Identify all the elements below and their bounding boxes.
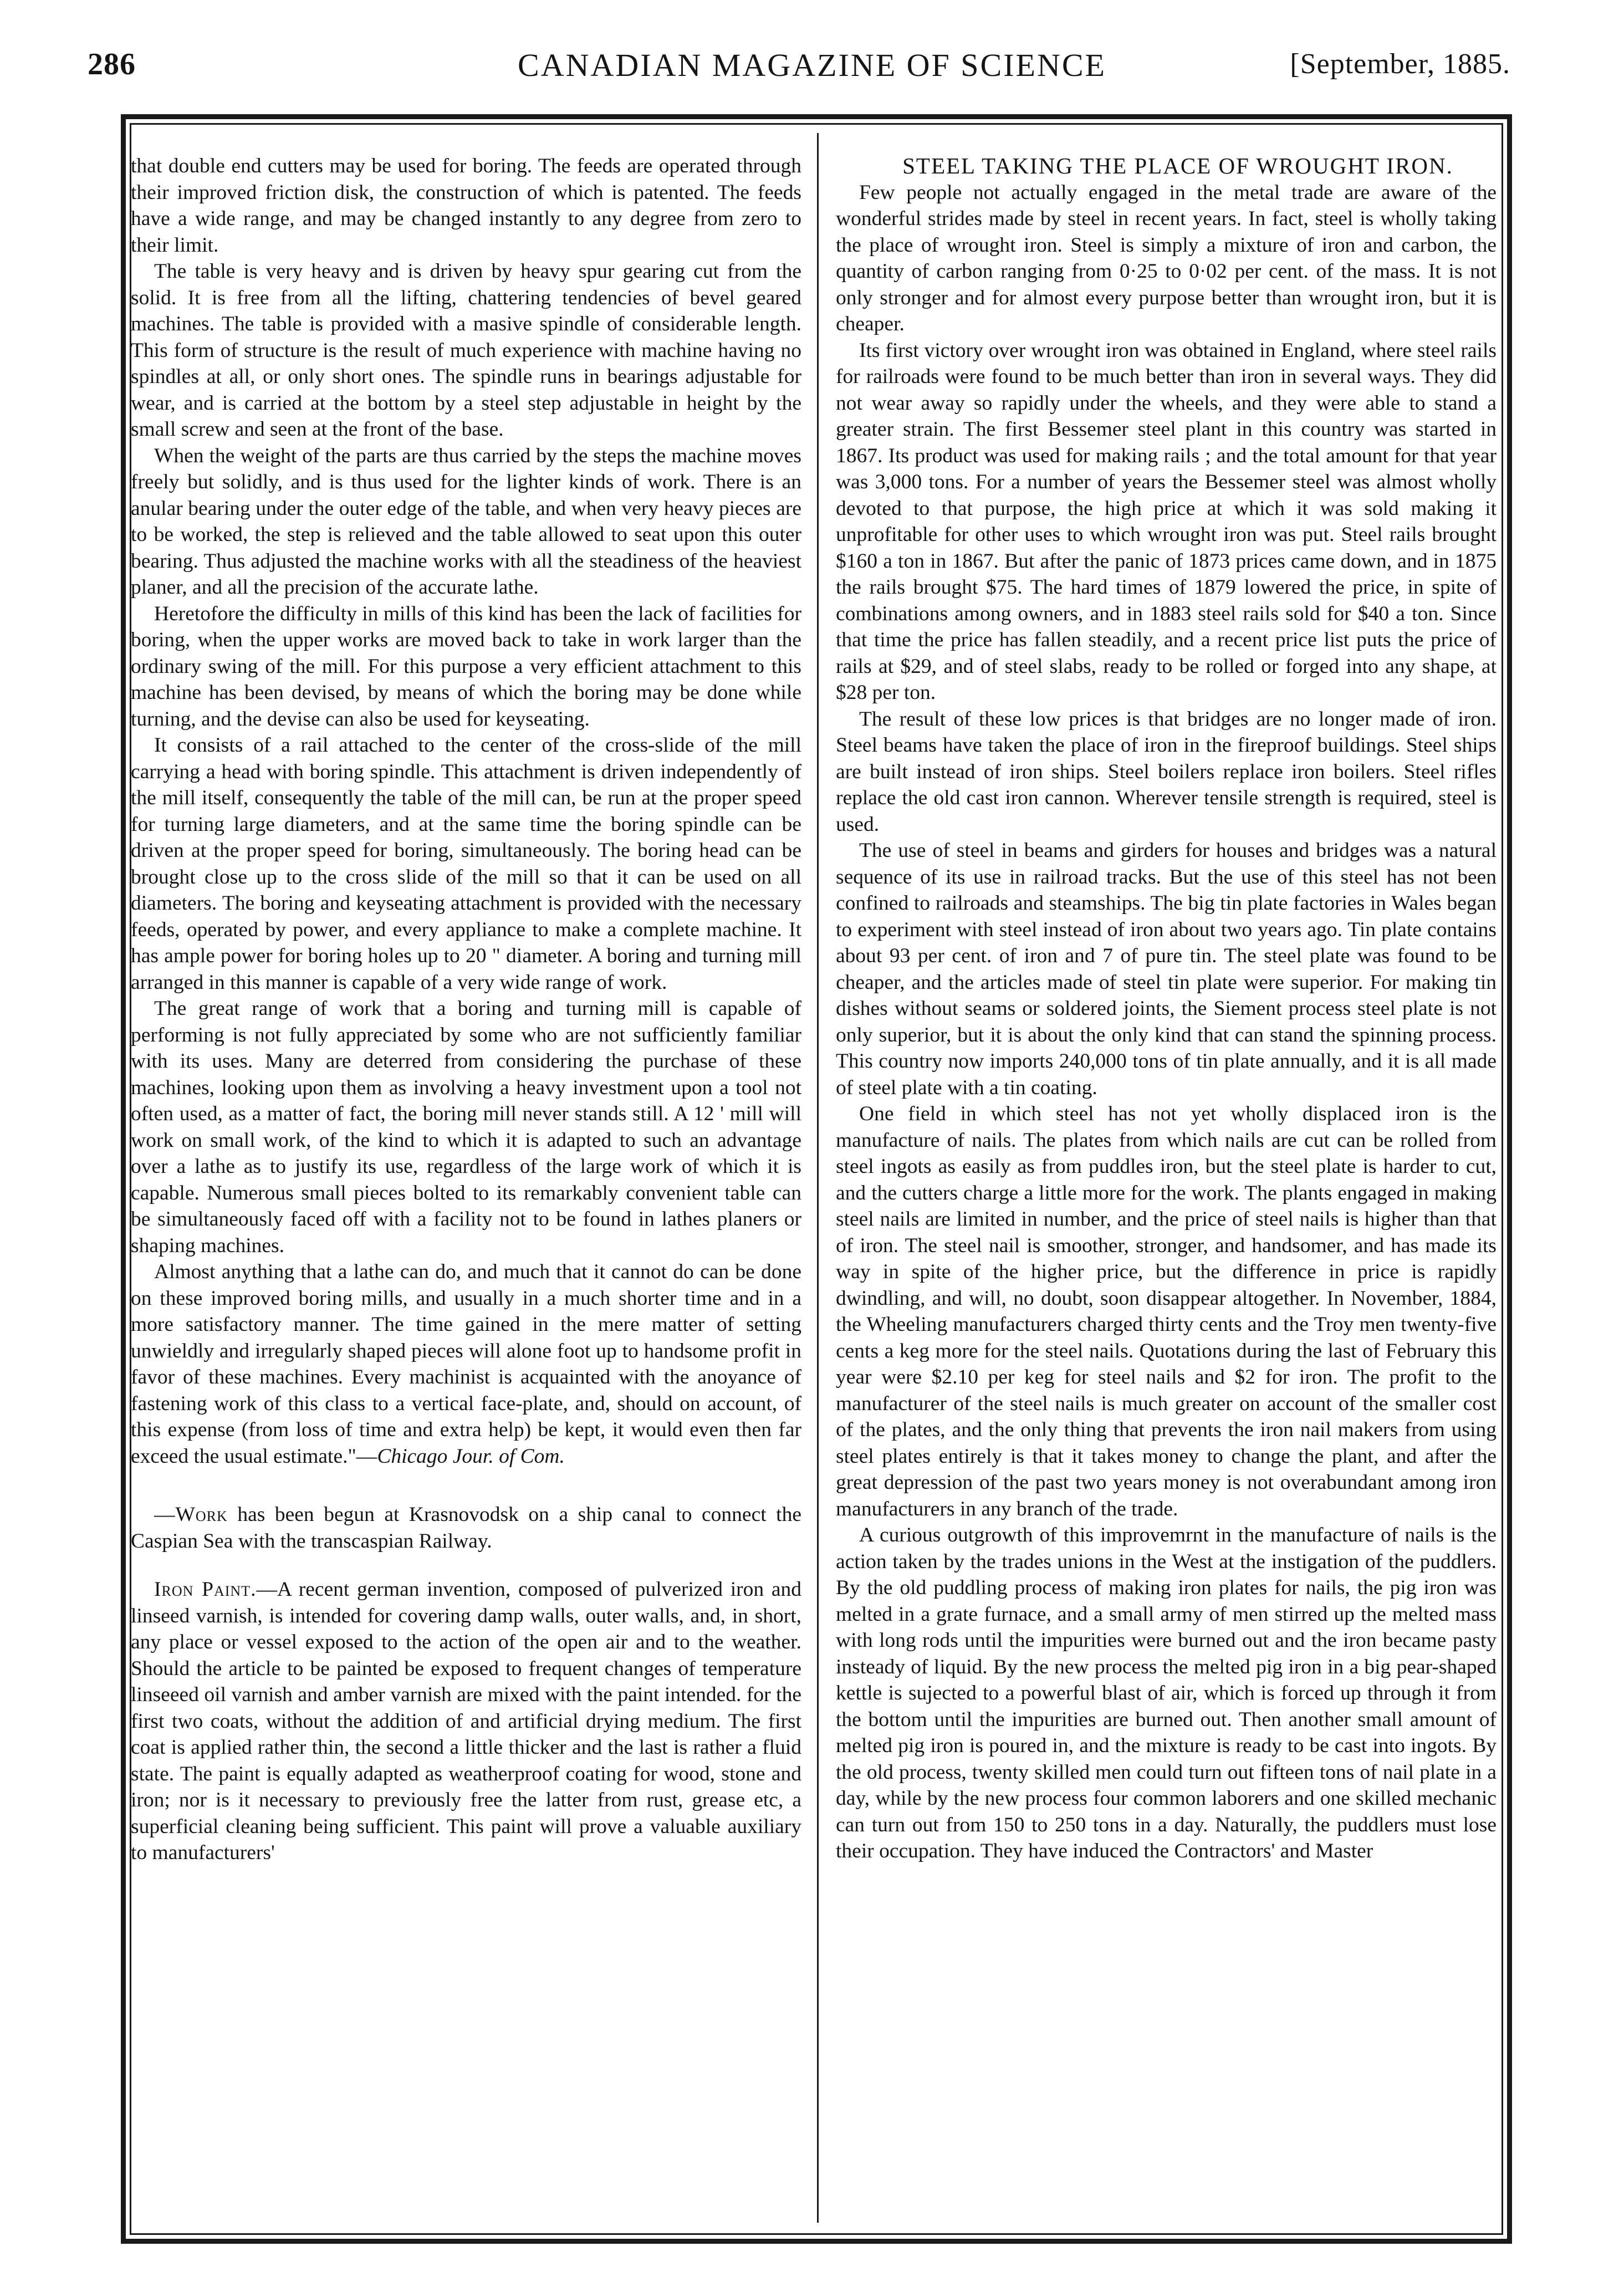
paragraph: The use of steel in beams and girders for houses and bridges was a natural sequence of its use in railroad tracks. But the use of this steel has not been confined to railroads and steamships. The big tin plate factories in Wales began to experiment with steel instead of iron about two years ago. Tin plate contains about 93 per cent. of iron and 7 of pure tin. The steel plate was found to be cheaper, and the articles made of steel tin plate were superior. For making tin dishes without seams or soldered joints, the Siement process steel plate is not only superior, but it is about the only kind that can stand the spinning process. This country now imports 240,000 tons of tin plate annually, and it is all made of steel plate with a tin coating.: [836, 839, 1497, 1099]
note-lead: —Work: [154, 1503, 228, 1526]
left-column: [131, 153, 801, 1866]
right-column: [836, 153, 1497, 1865]
paragraph: that double end cutters may be used for boring. The feeds are operated through their improved friction disk, the construction of which is patented. The feeds have a wide range, and may be changed instantly to any degree from zero to their limit.: [131, 155, 801, 257]
journal-title: CANADIAN MAGAZINE OF SCIENCE: [518, 47, 1106, 83]
paragraph: The table is very heavy and is driven by heavy spur gearing cut from the solid. It is free from all the lifting, chattering tendencies of bevel geared machines. The table is provided with a masive spindle of considerable length. This form of structure is the result of much experience with machine having no spindles at all, or only short ones. The spindle runs in bearings adjustable for wear, and is carried at the bottom by a steel step adjustable in height by the small screw and seen at the front of the base.: [131, 260, 801, 441]
paragraph: Few people not actually engaged in the metal trade are aware of the wonderful strides made by steel in recent years. In fact, steel is wholly taking the place of wrought iron. Steel is simply a mixture of iron and carbon, the quantity of carbon ranging from 0·25 to 0·02 per cent. of the mass. It is not only stronger and for almost every purpose better than wrought iron, but it is cheaper.: [836, 181, 1497, 335]
note-text: —A recent german invention, composed of pulverized iron and linseed varnish, is intended for covering damp walls, outer walls, and, in short, any place or vessel exposed to the action of the open air and to the weather. Should the article to be painted be exposed to frequent changes of temperature linseeed oil varnish and amber varnish are mixed with the paint intended. for the first two coats, without the addition of and artificial drying medium. The first coat is applied rather thin, the second a little thicker and the last is rather a fluid state. The paint is equally adapted as weatherproof coating for wood, stone and iron; nor is it necessary to previously free the latter from rust, grease etc, a superficial cleaning being sufficient. This paint will prove a valuable auxiliary to manufacturers': [131, 1578, 801, 1864]
paragraph-with-credit: [131, 1259, 801, 1469]
source-credit: Chicago Jour. of Com.: [377, 1444, 565, 1468]
note-text: has been begun at Krasnovodsk on a ship canal to connect the Caspian Sea with the transcaspian Railway.: [131, 1503, 801, 1553]
issue-date: [September, 1885.: [1290, 48, 1510, 80]
paragraph: A curious outgrowth of this improvemrnt in the manufacture of nails is the action taken by the trades unions in the West at the instigation of the puddlers. By the old puddling process of making iron plates for nails, the pig iron was melted in a grate furnace, and a small army of men stirred up the melted mass with long rods until the impurities were burned out and the iron became pasty insteady of liquid. By the new process the melted pig iron in a big pear-shaped kettle is sujected to a powerful blast of air, which is forced up through it from the bottom until the impurities are burned out. Then another small amount of melted pig iron is poured in, and the mixture is ready to be cast into ingots. By the old process, twenty skilled men could turn out fifteen tons of nail plate in a day, while by the new process four common laborers and one skilled mechanic can turn out from 150 to 250 tons in a day. Naturally, the puddlers must lose their occupation. They have induced the Contractors' and Master: [836, 1524, 1497, 1862]
paragraph: It consists of a rail attached to the center of the cross-slide of the mill carrying a head with boring spindle. This attachment is driven independently of the mill itself, consequently the table of the mill can, be run at the proper speed for turning large diameters, and at the same time the boring spindle can be driven at the proper speed for boring, simultaneously. The boring head can be brought close up to the cross slide of the mill so that it can be used on all diameters. The boring and keyseating attachment is provided with the necessary feeds, operated by power, and every appliance to make a complete machine. It has ample power for boring holes up to 20 " diameter. A boring and turning mill arranged in this manner is capable of a very wide range of work.: [131, 734, 801, 994]
paragraph: Its first victory over wrought iron was obtained in England, where steel rails for railroads were found to be much better than iron in several ways. They did not wear away so rapidly under the wheels, and they were able to stand a greater strain. The first Bessemer steel plant in this country was started in 1867. Its product was used for making rails ; and the total amount for that year was 3,000 tons. For a number of years the Bessemer steel was almost wholly devoted to that purpose, the high price at which it was sold making it unprofitable for other uses to which wrought iron was put. Steel rails brought $160 a ton in 1867. But after the panic of 1873 prices came down, and in 1875 the rails brought $75. The hard times of 1879 lowered the price, in spite of combinations among owners, and in 1883 steel rails sold for $40 a ton. Since that time the price has fallen steadily, and a recent price list puts the price of rails at $29, and of steel slabs, ready to be rolled or forged into any shape, at $28 per ton.: [836, 339, 1497, 704]
paragraph: One field in which steel has not yet wholly displaced iron is the manufacture of nails. The plates from which nails are cut can be rolled from steel ingots as easily as from puddles iron, but the steel plate is harder to cut, and the cutters charge a little more for the work. The plants engaged in making steel nails are limited in number, and the price of steel nails is higher than that of iron. The steel nail is smoother, stronger, and handsomer, and has made its way in spite of the higher price, but the difference in price is rapidly dwindling, and will, no doubt, soon disappear altogether. In November, 1884, the Wheeling manufacturers charged thirty cents and the Troy men twenty-five cents a keg more for the steel nails. Quotations during the last of February this year were $2.10 per keg for steel nails and $2 for iron. The profit to the manufacturer of the steel nails is much greater on account of the smaller cost of the plates, and the only thing that prevents the iron nail makers from using steel plates entirely is that it takes money to change the plant, and after the great depression of the past two years money is not overabundant among iron manufacturers in any branch of the trade.: [836, 1102, 1497, 1520]
news-note-work: [131, 1502, 801, 1554]
article-title: STEEL TAKING THE PLACE OF WROUGHT IRON.: [902, 153, 1453, 178]
paragraph: The result of these low prices is that bridges are no longer made of iron. Steel beams have taken the place of iron in the fireproof buildings. Steel ships are built instead of iron ships. Steel boilers replace iron boilers. Steel rifles replace the old cast iron cannon. Wherever tensile strength is required, steel is used.: [836, 707, 1497, 836]
note-lead: Iron Paint.: [154, 1578, 257, 1601]
page-header: [0, 0, 1624, 111]
column-divider: [817, 133, 819, 2223]
paragraph: Heretofore the difficulty in mills of this kind has been the lack of facilities for boring, when the upper works are moved back to take in work larger than the ordinary swing of the mill. For this purpose a very efficient attachment to this machine has been devised, by means of which the boring may be done while turning, and the devise can also be used for keyseating.: [131, 602, 801, 731]
paragraph: The great range of work that a boring and turning mill is capable of performing is not fully appreciated by some who are not sufficiently familiar with its uses. Many are deterred from considering the purchase of these machines, looking upon them as involving a heavy investment upon a tool not often used, as a matter of fact, the boring mill never stands still. A 12 ' mill will work on small work, of the kind to which it is adapted to such an advantage over a lathe as to justify its use, regardless of the large work of which it is capable. Numerous small pieces bolted to its remarkably convenient table can be simultaneously faced off with a facility not to be found in lathes planers or shaping machines.: [131, 997, 801, 1257]
paragraph: When the weight of the parts are thus carried by the steps the machine moves freely but solidly, and is thus used for the lighter kinds of work. There is an anular bearing under the outer edge of the table, and when very heavy pieces are to be worked, the step is relieved and the table allowed to seat upon this outer bearing. Thus adjusted the machine works with all the steadiness of the heaviest planer, and all the precision of the accurate lathe.: [131, 444, 801, 599]
paragraph-text: Almost anything that a lathe can do, and much that it cannot do can be done on these improved boring mills, and usually in a much shorter time and in a more satisfactory manner. The time gained in the mere matter of setting unwieldly and irregularly shaped pieces will alone foot up to handsome profit in favor of these machines. Every machinist is acquainted with the anoyance of fastening work of this class to a vertical face-plate, and, should on account, of this expense (from loss of time and extra help) be kept, it would even then far exceed the usual estimate."—: [131, 1260, 801, 1468]
news-note-iron-paint: [131, 1576, 801, 1866]
page-number: 286: [88, 47, 136, 81]
